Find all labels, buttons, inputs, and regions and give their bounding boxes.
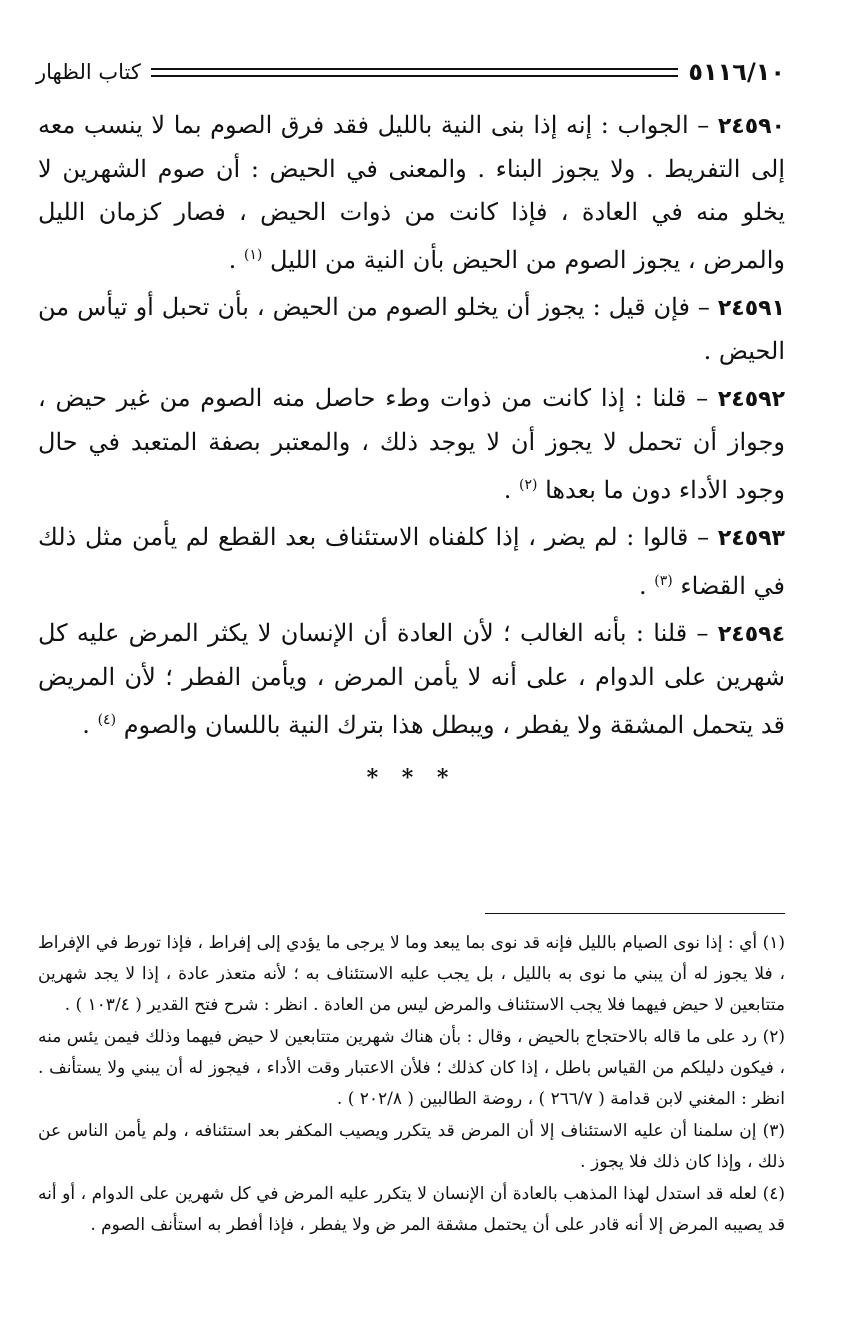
footnote-ref: (٤) [97, 712, 117, 728]
paragraph-text: – قلنا : إذا كانت من ذوات وطء حاصل منه الصوم من غير حيض ، وجواز أن تحمل لا يجوز أن لا يوجد ذلك ، والمعتبر بصفة المتعبد في حال وجود الأداء دون ما بعدها [38, 384, 785, 504]
paragraph-end: . [638, 572, 647, 600]
footnote-ref: (٣) [654, 573, 673, 589]
footnote-number: (٢) [762, 1027, 785, 1047]
page-number: ٥١١٦/١٠ [688, 58, 785, 86]
paragraph-number: ٢٤٥٩٠ [717, 114, 785, 139]
paragraph-24592 [38, 377, 785, 512]
footnote-3 [38, 1116, 785, 1178]
footnote-ref: (١) [243, 247, 263, 263]
footnote-ref: (٢) [518, 477, 538, 493]
paragraph-end: . [503, 476, 512, 504]
paragraph-text: – الجواب : إنه إذا بنى النية بالليل فقد فرق الصوم بما لا ينسب معه إلى التفريط . ولا يجوز البناء . والمعنى في الحيض : أن صوم الشهرين لا يخلو منه في العادة ، فإذا كانت من ذوات الحيض ، فصار كزمان الليل والمرض ، يجوز الصوم من الحيض بأن النية من الليل [38, 111, 785, 274]
footnote-2 [38, 1022, 785, 1115]
paragraph-24590 [38, 104, 785, 282]
footnote-text: أي : إذا نوى الصيام بالليل فإنه قد نوى بما يبعد وما لا يرجى ما يؤدي إلى إفراط ، فإذا تورط في الإفراط ، فلا يجوز له أن يبني ما نوى به بالليل ، بل يجب عليه الاستئناف به ؛ لأنه متعذر عادة ، إذا لا يجد شهرين متتابعين لا حيض فيهما فلا يجب الاستئناف والمرض ليس من العادة . انظر : شرح فتح القدير ( ١٠٣/٤ ) . [38, 933, 785, 1015]
footnote-1 [38, 928, 785, 1021]
footnote-4 [38, 1179, 785, 1241]
paragraph-text: – قالوا : لم يضر ، إذا كلفناه الاستئناف بعد القطع لم يأمن مثل ذلك في القضاء [38, 523, 785, 600]
footnote-rule [485, 913, 785, 914]
paragraph-number: ٢٤٥٩٣ [717, 526, 785, 551]
section-separator: * * * [366, 765, 457, 791]
footnote-text: إن سلمنا أن عليه الاستئناف إلا أن المرض قد يتكرر ويصيب المكفر بعد استئنافه ، ولم يأمن الناس عن ذلك ، وإذا كان ذلك فلا يجوز . [38, 1121, 785, 1172]
running-header [36, 52, 785, 92]
paragraph-number: ٢٤٥٩١ [717, 296, 785, 321]
paragraph-end: . [228, 246, 237, 274]
footnote-text: رد على ما قاله بالاحتجاج بالحيض ، وقال : بأن هناك شهرين متتابعين لا حيض فيهما وذلك فيمن يئس منه ، فيكون دليلكم من القياس باطل ، إذا كان كذلك ؛ فلأن الاعتبار وقت الأداء ، فيجوز له أن يبني ولا يستأنف . انظر : المغني لابن قدامة ( ٢٦٦/٧ ) ، روضة الطالبين ( ٢٠٢/٨ ) . [38, 1027, 785, 1109]
footnote-text: لعله قد استدل لهذا المذهب بالعادة أن الإنسان لا يتكرر عليه المرض في كل شهرين على الدوام ، أو أنه قد يصيبه المرض إلا أنه قادر على أن يحتمل مشقة المر ض ولا يفطر ، فإذا أفطر به استأنف الصوم . [38, 1184, 785, 1235]
paragraph-end: . [82, 711, 90, 739]
footnote-number: (٤) [762, 1184, 785, 1204]
paragraph-24594 [38, 612, 785, 747]
footnotes [38, 928, 785, 1242]
footnote-number: (١) [762, 933, 786, 953]
paragraph-number: ٢٤٥٩٤ [717, 622, 785, 647]
book-title: كتاب الظهار [36, 60, 141, 84]
paragraph-24591 [38, 286, 785, 373]
paragraph-number: ٢٤٥٩٢ [717, 387, 785, 412]
header-rule [151, 68, 678, 77]
main-text [38, 104, 785, 791]
paragraph-text: – قلنا : بأنه الغالب ؛ لأن العادة أن الإنسان لا يكثر المرض عليه كل شهرين على الدوام ، على أنه لا يأمن المرض ، ويأمن الفطر ؛ لأن المريض قد يتحمل المشقة ولا يفطر ، ويبطل هذا بترك النية باللسان والصوم [38, 619, 785, 739]
paragraph-text: – فإن قيل : يجوز أن يخلو الصوم من الحيض ، بأن تحبل أو تيأس من الحيض . [38, 293, 785, 365]
footnote-number: (٣) [762, 1121, 785, 1141]
paragraph-24593 [38, 516, 785, 608]
